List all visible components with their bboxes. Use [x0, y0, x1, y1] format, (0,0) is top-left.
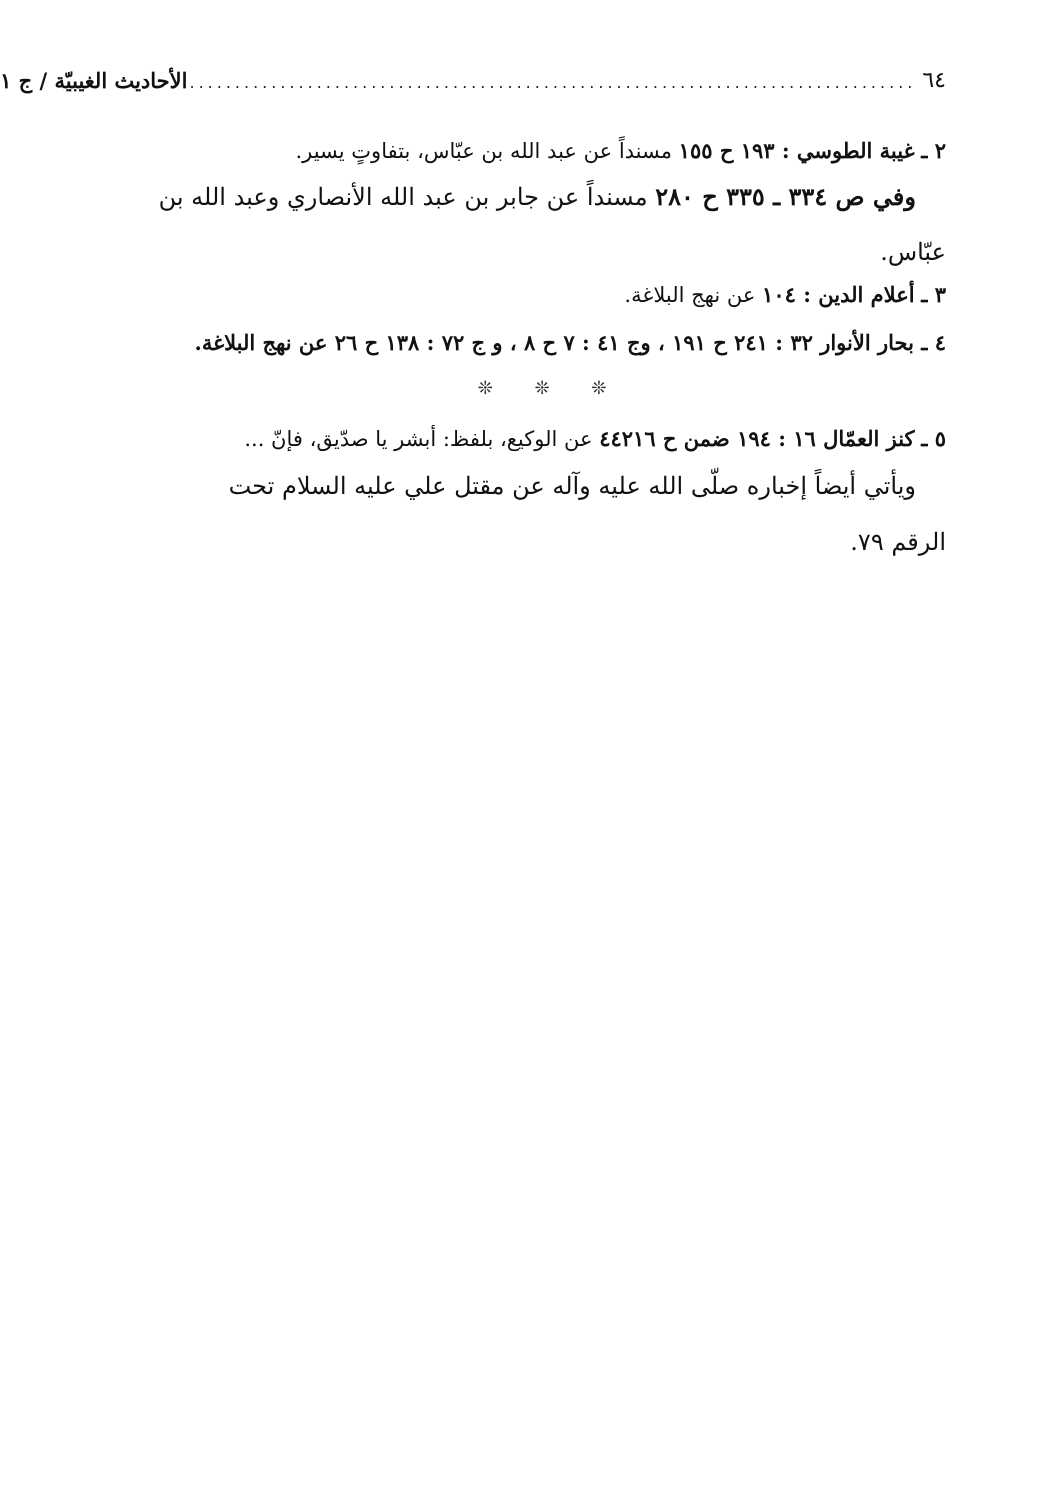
footnote-5 [244, 426, 946, 451]
footnote-text: ويأتي أيضاً إخباره صلّى الله عليه وآله عن مقتل علي عليه السلام تحت [228, 472, 916, 500]
footnote-source: غيبة الطوسي : ١٩٣ ح ١٥٥ [678, 138, 915, 163]
running-title: الأحاديث الغيبيّة / ج ١ [0, 68, 188, 93]
footnote-source: أعلام الدين : ١٠٤ [762, 282, 915, 307]
footnote-text: الرقم ٧٩. [850, 528, 946, 556]
footnote-source: وفي ص ٣٣٤ ـ ٣٣٥ ح ٢٨٠ [655, 182, 916, 211]
asterism-icon: ❊ [477, 378, 493, 399]
asterism-icon: ❊ [534, 378, 550, 399]
asterism-icon: ❊ [591, 378, 607, 399]
dot-leader: ................................................................................ [189, 73, 917, 92]
footnote-2-continuation [159, 182, 916, 211]
footnote-2-wrap [880, 238, 946, 266]
page-number: ٦٤ [922, 68, 946, 93]
footnote-text: عن نهج البلاغة. [624, 283, 763, 307]
footnote-5-wrap [850, 528, 946, 556]
footnote-number: ٣ ـ [921, 282, 946, 307]
footnote-4 [195, 330, 946, 355]
footnote-text: عن الوكيع، بلفظ: أبشر يا صدّيق، فإنّ ... [244, 427, 600, 451]
section-separator [138, 378, 946, 399]
footnote-number: ٥ ـ [921, 426, 946, 451]
footnote-text: مسنداً عن عبد الله بن عبّاس، بتفاوتٍ يسير. [295, 139, 679, 163]
footnote-2 [295, 138, 946, 163]
footnote-text: ٤ ـ بحار الأنوار ٣٢ : ٢٤١ ح ١٩١ ، وج ٤١ : ٧ ح ٨ ، و ج ٧٢ : ١٣٨ ح ٢٦ عن نهج البلاغة. [194, 330, 946, 355]
footnote-text: عبّاس. [880, 238, 946, 266]
footnote-source: كنز العمّال ١٦ : ١٩٤ ضمن ح ٤٤٢١٦ [599, 426, 915, 451]
footnote-5-continuation [229, 472, 916, 500]
footnote-3 [624, 282, 946, 307]
footnote-number: ٢ ـ [921, 138, 946, 163]
running-header [0, 52, 946, 96]
footnote-text: مسنداً عن جابر بن عبد الله الأنصاري وعبد الله بن [158, 183, 656, 211]
